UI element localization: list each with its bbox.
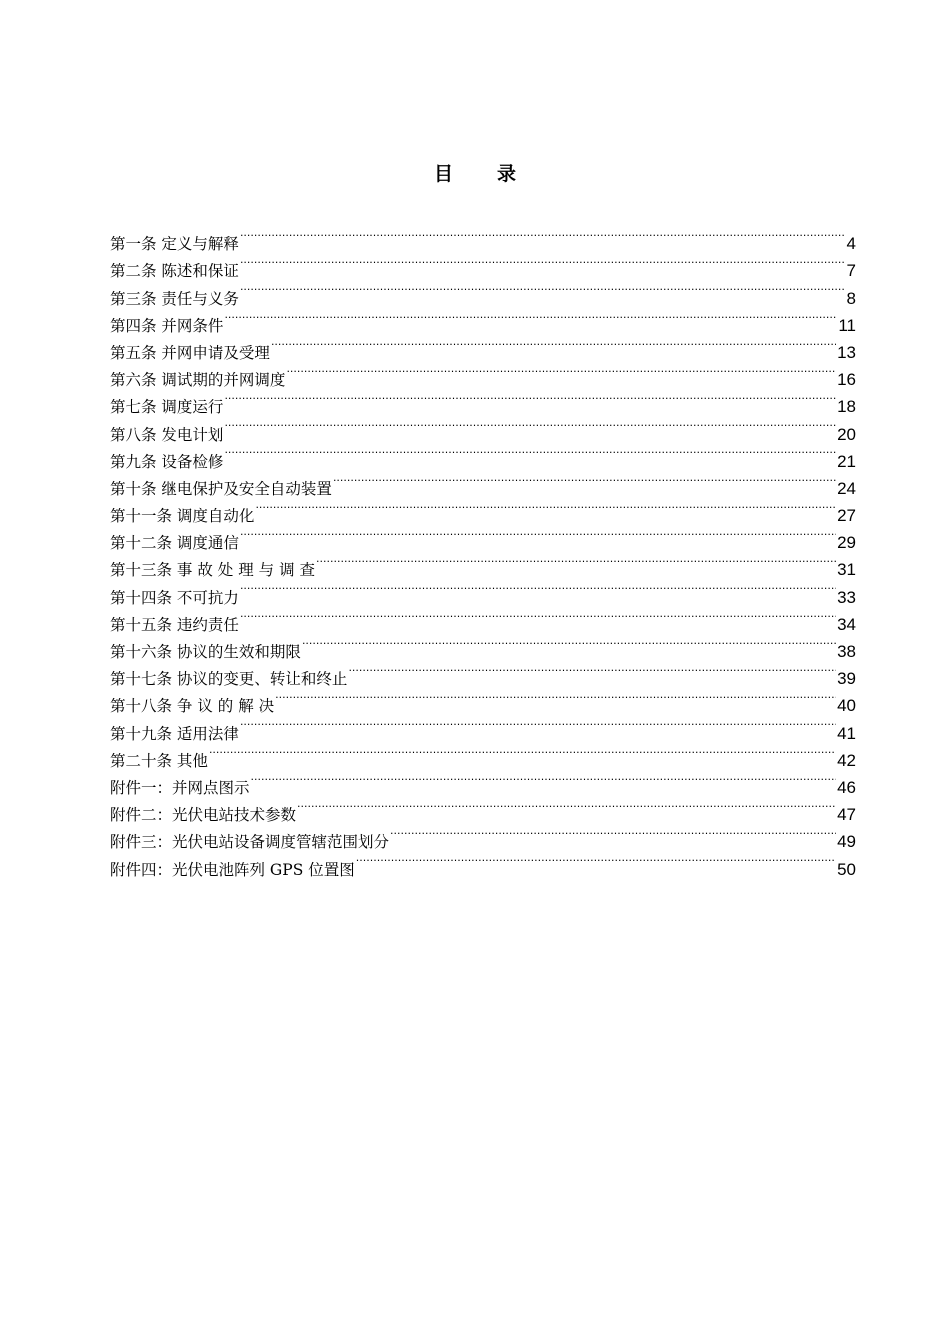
dot-leader — [224, 440, 836, 467]
toc-entry-page: 8 — [846, 288, 856, 308]
toc-entry-label: 第八条 发电计划 — [110, 425, 224, 444]
toc-entry-page: 16 — [837, 370, 856, 390]
dot-leader — [224, 385, 836, 412]
toc-title: 目录 — [433, 163, 560, 185]
dot-leader — [240, 249, 846, 276]
dot-leader — [302, 630, 836, 657]
toc-entry-label: 第十五条 违约责任 — [110, 615, 239, 634]
toc-entry-label: 第五条 并网申请及受理 — [110, 343, 270, 362]
toc-entry-page: 38 — [837, 642, 856, 661]
toc-entry-page: 50 — [837, 859, 856, 879]
dot-leader — [209, 739, 836, 766]
toc-entry-page: 13 — [837, 342, 856, 362]
toc-entry-label: 第七条 调度运行 — [110, 398, 224, 417]
dot-leader — [224, 304, 837, 331]
dot-leader — [390, 820, 836, 847]
toc-entry-label: 第十九条 适用法律 — [110, 724, 239, 743]
toc-entry[interactable] — [110, 222, 856, 254]
dot-leader — [271, 331, 836, 358]
toc-entry-label: 第二条 陈述和保证 — [110, 262, 239, 281]
toc-entry-label: 第十六条 协议的生效和期限 — [110, 643, 301, 661]
dot-leader — [240, 603, 836, 630]
toc-entry-page: 39 — [837, 669, 856, 689]
toc-entry-page: 47 — [837, 805, 856, 825]
toc-entry-label: 第十条 继电保护及安全自动装置 — [110, 479, 332, 498]
dot-leader — [240, 575, 836, 602]
toc-entry-page: 33 — [837, 587, 856, 607]
toc-entry-label: 第十二条 调度通信 — [110, 534, 239, 553]
dot-leader — [255, 494, 836, 521]
toc-entry-page: 24 — [837, 478, 856, 498]
toc-entry-page: 40 — [837, 696, 856, 716]
toc-entry-label: 第六条 调试期的并网调度 — [110, 371, 286, 390]
dot-leader — [297, 793, 836, 820]
toc-entry-page: 20 — [837, 424, 856, 444]
toc-entry-page: 49 — [837, 832, 856, 852]
dot-leader — [348, 657, 836, 684]
toc-entry[interactable] — [110, 739, 856, 770]
toc-entry[interactable] — [110, 766, 856, 797]
dot-leader — [286, 358, 836, 385]
toc-entry-label: 第二十条 其他 — [110, 751, 208, 770]
toc-entry-page: 18 — [837, 397, 856, 417]
toc-entry-label: 附件二：光伏电站技术参数 — [110, 806, 297, 825]
dot-leader — [316, 548, 836, 575]
toc-entry-label: 附件三：光伏电站设备调度管辖范围划分 — [110, 833, 390, 852]
toc-entry-page: 27 — [837, 506, 856, 526]
dot-leader — [251, 766, 837, 793]
toc-entry-label: 附件一：并网点图示 — [110, 778, 250, 797]
dot-leader — [275, 684, 836, 711]
toc-entry-label: 第三条 责任与义务 — [110, 289, 239, 308]
dot-leader — [240, 222, 846, 249]
toc-entry-label: 第九条 设备检修 — [110, 452, 224, 471]
toc-entry-page: 4 — [846, 234, 856, 254]
toc-entry-page: 34 — [837, 614, 856, 634]
toc-entry-page: 42 — [837, 750, 856, 770]
dot-leader — [240, 521, 836, 548]
table-of-contents — [110, 222, 856, 879]
toc-entry-page: 7 — [846, 261, 856, 281]
toc-entry-page: 31 — [837, 560, 856, 580]
toc-entry-label: 第十七条 协议的变更、转让和终止 — [110, 670, 348, 689]
toc-entry-label: 第十三条 事 故 处 理 与 调 查 — [110, 561, 315, 580]
toc-entry-label: 附件四：光伏电池阵列 GPS 位置图 — [110, 860, 355, 879]
toc-entry-label: 第十四条 不可抗力 — [110, 588, 239, 607]
dot-leader — [333, 467, 836, 494]
toc-entry-page: 46 — [837, 777, 856, 797]
toc-entry-label: 第十一条 调度自动化 — [110, 507, 255, 526]
dot-leader — [240, 711, 836, 738]
toc-entry-page: 29 — [837, 533, 856, 553]
toc-entry-label: 第一条 定义与解释 — [110, 235, 239, 254]
dot-leader — [356, 847, 836, 874]
dot-leader — [224, 412, 836, 439]
toc-entry-label: 第十八条 争 议 的 解 决 — [110, 697, 275, 716]
dot-leader — [240, 276, 846, 303]
toc-entry-page: 41 — [837, 723, 856, 743]
toc-entry-page: 21 — [837, 451, 856, 471]
toc-entry-label: 第四条 并网条件 — [110, 316, 224, 335]
toc-entry-page: 11 — [838, 315, 856, 335]
